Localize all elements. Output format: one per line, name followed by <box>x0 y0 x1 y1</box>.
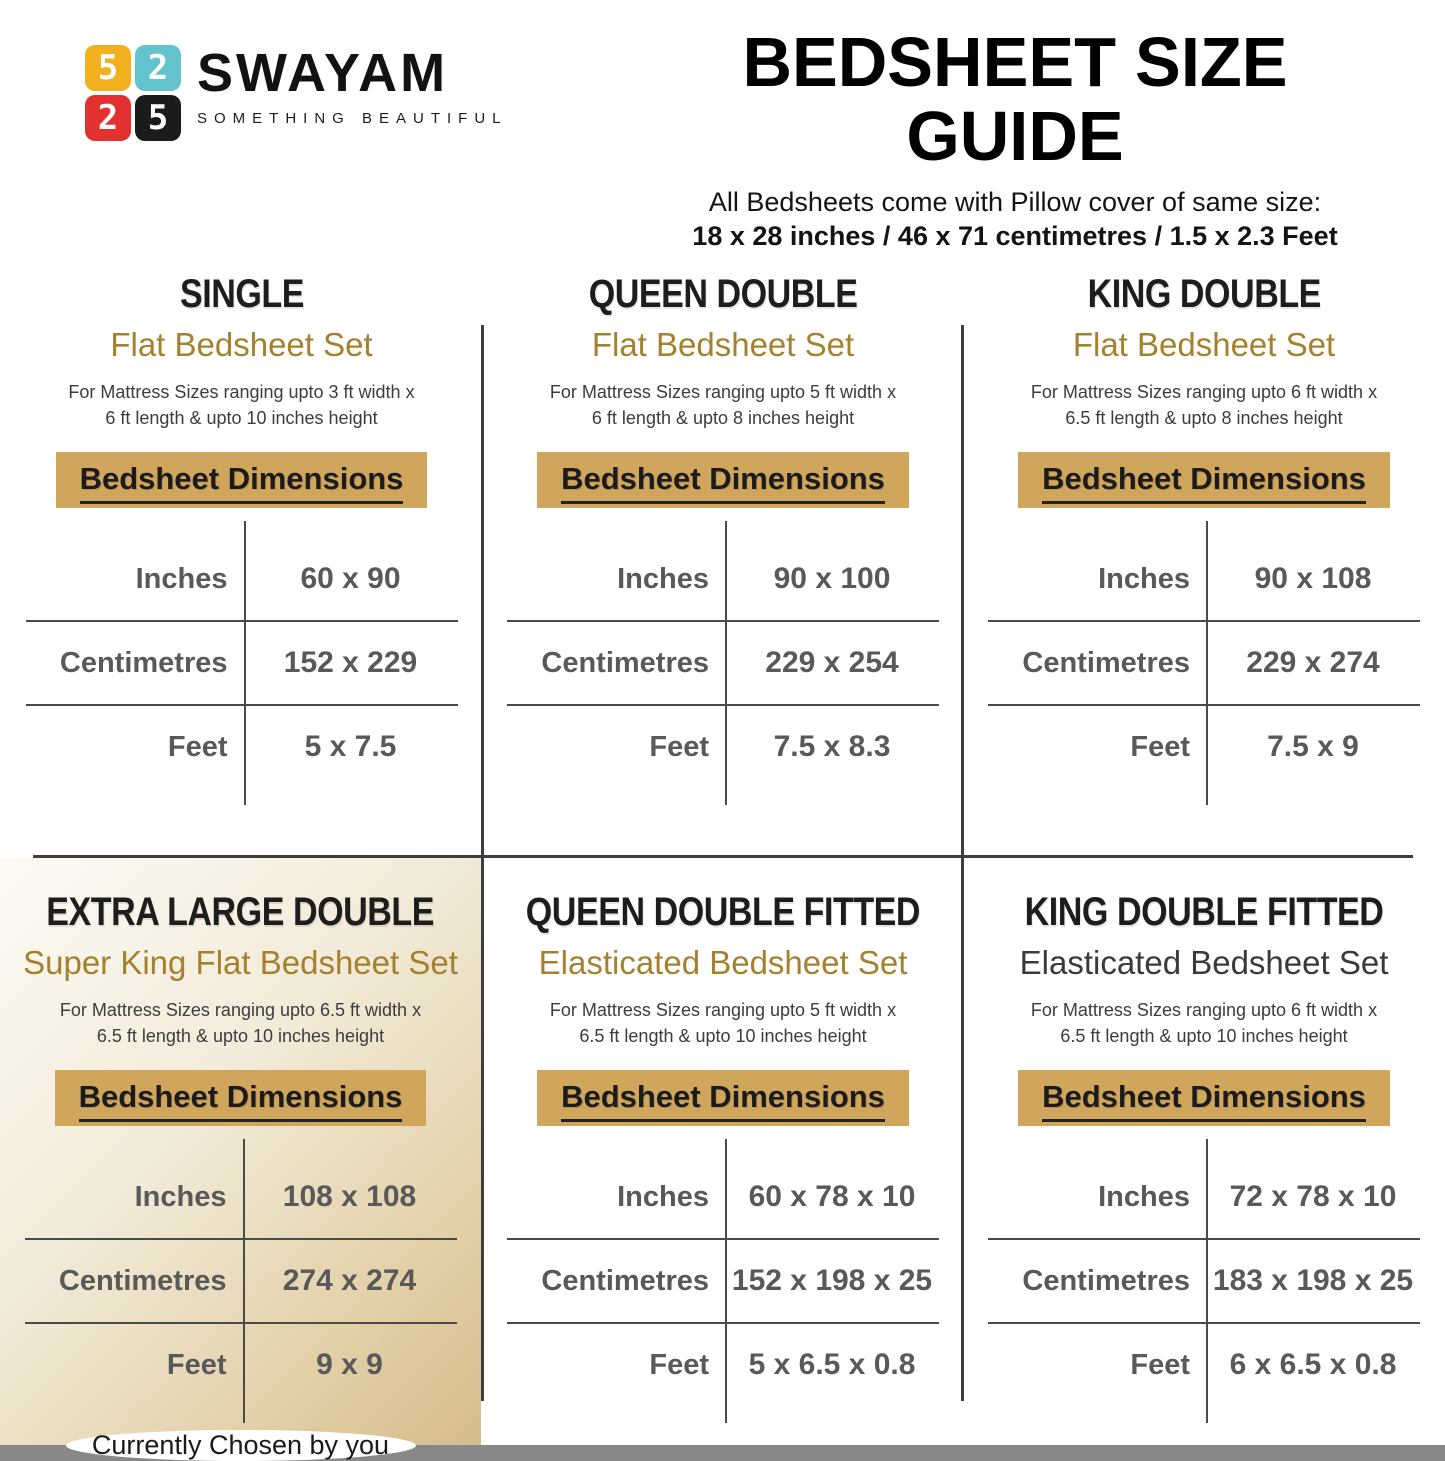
pillow-note: All Bedsheets come with Pillow cover of same size: <box>708 187 1322 217</box>
logo-square-yellow: 5 <box>85 45 131 91</box>
logo-square-black: 5 <box>135 95 181 141</box>
unit-label: Inches <box>135 562 228 595</box>
panel-title: KING DOUBLE FITTED <box>1024 890 1384 934</box>
table-row <box>25 1324 457 1406</box>
table-row <box>26 538 458 622</box>
panel-description <box>1031 379 1377 431</box>
desc-line-1: For Mattress Sizes ranging upto 6 ft width x <box>1030 1000 1378 1020</box>
panel-subtitle: Flat Bedsheet Set <box>1072 326 1336 363</box>
desc-line-2: 6.5 ft length & upto 10 inches height <box>96 1026 385 1047</box>
brand-logo <box>85 45 508 141</box>
band-label: Bedsheet Dimensions <box>1042 1079 1366 1122</box>
logo-square-teal: 2 <box>135 45 181 91</box>
unit-label: Centimetres <box>1022 1264 1190 1297</box>
table-row <box>988 538 1420 622</box>
panel-subtitle: Elasticated Bedsheet Set <box>1019 944 1389 981</box>
table-row <box>988 706 1420 788</box>
band-label: Bedsheet Dimensions <box>561 461 885 504</box>
band-label: Bedsheet Dimensions <box>79 1079 403 1122</box>
size-value: 5 x 6.5 x 0.8 <box>748 1348 916 1382</box>
desc-line-1: For Mattress Sizes ranging upto 6.5 ft width x <box>59 1000 422 1020</box>
size-table <box>26 538 458 788</box>
panel-title: QUEEN DOUBLE FITTED <box>525 890 921 934</box>
desc-line-2: 6.5 ft length & upto 10 inches height <box>1060 1026 1348 1047</box>
table-row <box>507 538 939 622</box>
bedsheet-dimensions-band <box>1018 452 1390 508</box>
size-value: 60 x 90 <box>300 562 401 596</box>
currently-chosen-label: Currently Chosen by you <box>91 1430 390 1461</box>
size-value: 60 x 78 x 10 <box>748 1180 916 1214</box>
panel-single <box>0 200 483 855</box>
band-label: Bedsheet Dimensions <box>561 1079 885 1122</box>
logo-text <box>197 45 508 127</box>
table-row <box>507 1156 939 1240</box>
table-row <box>26 706 458 788</box>
brand-tagline: SOMETHING BEAUTIFUL <box>197 109 508 127</box>
unit-label: Inches <box>617 1180 709 1213</box>
unit-label: Inches <box>1098 1180 1190 1213</box>
bedsheet-dimensions-band <box>537 452 909 508</box>
size-value: 7.5 x 9 <box>1267 730 1359 764</box>
unit-label: Inches <box>1098 562 1190 595</box>
unit-label: Feet <box>649 730 709 763</box>
panel-king-double <box>963 200 1445 855</box>
logo-square-red: 2 <box>85 95 131 141</box>
table-divider <box>1206 521 1208 805</box>
brand-name: SWAYAM <box>197 43 449 103</box>
size-value: 183 x 198 x 25 <box>1212 1264 1414 1298</box>
desc-line-1: For Mattress Sizes ranging upto 5 ft width x <box>549 382 897 402</box>
size-value: 229 x 254 <box>765 646 899 680</box>
panel-description <box>550 379 896 431</box>
bedsheet-dimensions-band <box>1018 1070 1390 1126</box>
size-value: 9 x 9 <box>316 1348 383 1382</box>
unit-label: Inches <box>617 562 709 595</box>
bedsheet-dimensions-band <box>56 452 428 508</box>
table-divider <box>725 1139 727 1423</box>
panel-description <box>60 997 421 1049</box>
size-table <box>988 1156 1420 1406</box>
panel-description <box>550 997 896 1049</box>
desc-line-1: For Mattress Sizes ranging upto 6 ft width x <box>1030 382 1378 402</box>
panel-title: QUEEN DOUBLE <box>588 272 858 316</box>
unit-label: Feet <box>167 730 228 763</box>
unit-label: Centimetres <box>58 1264 227 1297</box>
unit-label: Feet <box>1130 730 1190 763</box>
unit-label: Centimetres <box>1022 646 1190 679</box>
unit-label: Centimetres <box>541 1264 709 1297</box>
desc-line-1: For Mattress Sizes ranging upto 3 ft width x <box>68 382 415 402</box>
pillow-sizes: 18 x 28 inches / 46 x 71 centimetres / 1.5 x 2.3 Feet <box>692 221 1338 251</box>
unit-label: Inches <box>134 1180 227 1213</box>
size-table <box>25 1156 457 1406</box>
table-row <box>507 706 939 788</box>
currently-chosen-badge <box>66 1430 416 1461</box>
bedsheet-dimensions-band <box>537 1070 909 1126</box>
table-row <box>507 1240 939 1324</box>
desc-line-2: 6.5 ft length & upto 10 inches height <box>579 1026 867 1047</box>
size-value: 274 x 274 <box>282 1264 417 1298</box>
table-row <box>507 622 939 706</box>
size-value: 90 x 100 <box>773 562 891 596</box>
size-value: 108 x 108 <box>282 1180 417 1214</box>
unit-label: Feet <box>649 1348 709 1381</box>
unit-label: Centimetres <box>541 646 709 679</box>
panel-queen-double-fitted <box>483 858 963 1445</box>
desc-line-1: For Mattress Sizes ranging upto 5 ft width x <box>549 1000 897 1020</box>
table-row <box>988 1324 1420 1406</box>
band-label: Bedsheet Dimensions <box>80 461 404 504</box>
size-value: 152 x 198 x 25 <box>731 1264 933 1298</box>
size-value: 7.5 x 8.3 <box>773 730 891 764</box>
band-label: Bedsheet Dimensions <box>1042 461 1366 504</box>
panel-description <box>1031 997 1377 1049</box>
table-row <box>507 1324 939 1406</box>
bedsheet-dimensions-band <box>55 1070 427 1126</box>
table-row <box>25 1240 457 1324</box>
panel-title: EXTRA LARGE DOUBLE <box>46 890 435 934</box>
panel-subtitle: Elasticated Bedsheet Set <box>538 944 908 981</box>
size-value: 72 x 78 x 10 <box>1229 1180 1397 1214</box>
panel-title: SINGLE <box>179 272 304 316</box>
table-row <box>988 1156 1420 1240</box>
table-divider <box>244 521 246 805</box>
logo-mark-icon <box>85 45 181 141</box>
table-row <box>26 622 458 706</box>
panel-subtitle: Flat Bedsheet Set <box>110 326 373 363</box>
size-table <box>507 538 939 788</box>
desc-line-2: 6.5 ft length & upto 8 inches height <box>1065 408 1343 429</box>
panel-extra-large-double-selected <box>0 858 481 1461</box>
size-value: 152 x 229 <box>283 646 418 680</box>
panel-king-double-fitted <box>963 858 1445 1445</box>
unit-label: Feet <box>1130 1348 1190 1381</box>
size-value: 229 x 274 <box>1246 646 1380 680</box>
table-row <box>988 622 1420 706</box>
panel-subtitle: Super King Flat Bedsheet Set <box>23 944 458 981</box>
size-value: 90 x 108 <box>1254 562 1372 596</box>
page-title: BEDSHEET SIZE GUIDE <box>742 23 1288 175</box>
size-table <box>507 1156 939 1406</box>
desc-line-2: 6 ft length & upto 10 inches height <box>105 408 378 429</box>
panel-subtitle: Flat Bedsheet Set <box>591 326 855 363</box>
table-row <box>988 1240 1420 1324</box>
unit-label: Centimetres <box>59 646 228 679</box>
size-table <box>988 538 1420 788</box>
desc-line-2: 6 ft length & upto 8 inches height <box>591 408 855 429</box>
table-divider <box>243 1139 245 1423</box>
size-value: 5 x 7.5 <box>304 730 397 764</box>
panel-description <box>68 379 414 431</box>
table-divider <box>1206 1139 1208 1423</box>
panel-queen-double <box>483 200 963 855</box>
unit-label: Feet <box>166 1348 227 1381</box>
table-row <box>25 1156 457 1240</box>
panel-title: KING DOUBLE <box>1087 272 1321 316</box>
table-divider <box>725 521 727 805</box>
size-value: 6 x 6.5 x 0.8 <box>1229 1348 1397 1382</box>
